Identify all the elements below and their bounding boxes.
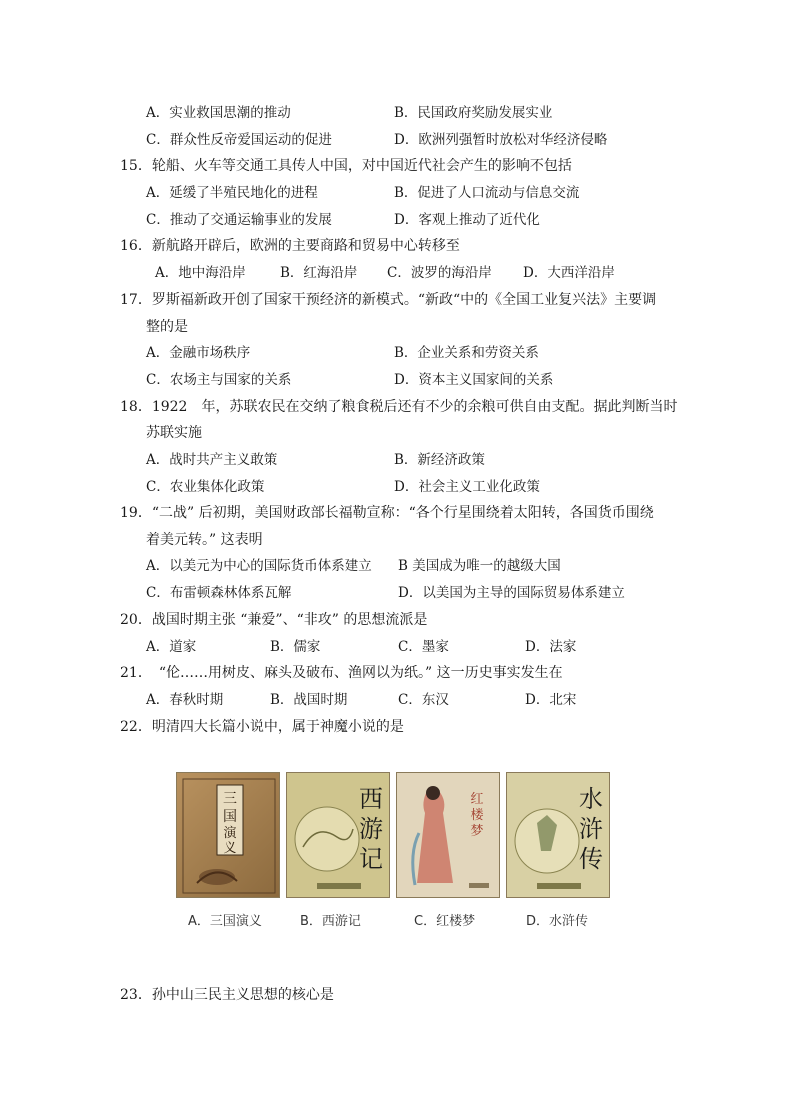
svg-text:水: 水 bbox=[579, 785, 603, 813]
q14-option-d: D．欧洲列强暂时放松对华经济侵略 bbox=[394, 132, 608, 148]
q16-option-c: C．波罗的海沿岸 bbox=[387, 265, 492, 281]
honglou-cover-icon bbox=[396, 772, 500, 898]
svg-text:演: 演 bbox=[223, 826, 237, 841]
q19-stem-line2: 着美元转。” 这表明 bbox=[146, 532, 263, 548]
svg-text:西: 西 bbox=[359, 785, 383, 813]
q16-option-d: D．大西洋沿岸 bbox=[523, 265, 615, 281]
q17-stem-line1: 17．罗斯福新政开创了国家干预经济的新模式。“新政“中的《全国工业复兴法》主要调 bbox=[120, 292, 657, 308]
shuihu-cover-icon bbox=[506, 772, 610, 898]
q20-option-c: C．墨家 bbox=[398, 639, 449, 655]
q19-option-b: B 美国成为唯一的越级大国 bbox=[398, 558, 561, 574]
q15-option-a: A．延缓了半殖民地化的进程 bbox=[146, 185, 318, 201]
book-covers-figure bbox=[176, 768, 612, 938]
xiyou-cover-icon bbox=[286, 772, 390, 898]
cover-caption-b: B．西游记 bbox=[300, 914, 361, 929]
q19-option-c: C．布雷顿森林体系瓦解 bbox=[146, 585, 292, 601]
q23-stem: 23．孙中山三民主义思想的核心是 bbox=[120, 987, 334, 1003]
q19-stem-line1: 19．“二战” 后初期，美国财政部长福勒宣称：“各个行星围绕着太阳转，各国货币围绕 bbox=[120, 505, 654, 521]
q17-option-b: B．企业关系和劳资关系 bbox=[394, 345, 539, 361]
svg-text:传: 传 bbox=[579, 845, 603, 873]
q20-stem: 20．战国时期主张 “兼爱”、“非攻” 的思想流派是 bbox=[120, 612, 428, 628]
q14-option-a: A．实业救国思潮的推动 bbox=[146, 105, 291, 121]
q16-stem: 16．新航路开辟后，欧洲的主要商路和贸易中心转移至 bbox=[120, 238, 460, 254]
svg-text:梦: 梦 bbox=[470, 824, 484, 839]
svg-text:义: 义 bbox=[223, 841, 237, 856]
q21-option-d: D．北宋 bbox=[525, 692, 577, 708]
svg-text:国: 国 bbox=[223, 809, 237, 825]
q14-option-c: C．群众性反帝爱国运动的促进 bbox=[146, 132, 332, 148]
svg-text:三: 三 bbox=[223, 791, 237, 807]
q17-option-d: D．资本主义国家间的关系 bbox=[394, 372, 554, 388]
q19-option-d: D．以美国为主导的国际贸易体系建立 bbox=[398, 585, 625, 601]
q21-option-a: A．春秋时期 bbox=[146, 692, 224, 708]
svg-text:记: 记 bbox=[359, 845, 383, 873]
q17-option-a: A．金融市场秩序 bbox=[146, 345, 251, 361]
q18-option-d: D．社会主义工业化政策 bbox=[394, 479, 540, 495]
q20-option-b: B．儒家 bbox=[270, 639, 321, 655]
q19-option-a: A．以美元为中心的国际货币体系建立 bbox=[146, 558, 372, 574]
q21-option-c: C．东汉 bbox=[398, 692, 449, 708]
q18-stem-line1: 18．1922 年，苏联农民在交纳了粮食税后还有不少的余粮可供自由支配。据此判断当时 bbox=[120, 399, 678, 415]
q20-option-a: A．道家 bbox=[146, 639, 197, 655]
cover-caption-c: C．红楼梦 bbox=[414, 914, 476, 929]
q22-stem: 22．明清四大长篇小说中，属于神魔小说的是 bbox=[120, 719, 404, 735]
q16-option-b: B．红海沿岸 bbox=[280, 265, 358, 281]
q18-option-c: C．农业集体化政策 bbox=[146, 479, 265, 495]
q20-option-d: D．法家 bbox=[525, 639, 577, 655]
q21-option-b: B．战国时期 bbox=[270, 692, 348, 708]
q15-option-c: C．推动了交通运输事业的发展 bbox=[146, 212, 332, 228]
svg-text:游: 游 bbox=[359, 815, 383, 843]
cover-caption-d: D．水浒传 bbox=[526, 914, 589, 929]
q16-option-a: A．地中海沿岸 bbox=[155, 265, 246, 281]
q15-stem: 15．轮船、火车等交通工具传人中国，对中国近代社会产生的影响不包括 bbox=[120, 158, 572, 174]
q15-option-d: D．客观上推动了近代化 bbox=[394, 212, 540, 228]
q18-option-a: A．战时共产主义敢策 bbox=[146, 452, 278, 468]
cover-caption-a: A．三国演义 bbox=[188, 914, 262, 929]
q14-option-b: B．民国政府奖励发展实业 bbox=[394, 105, 553, 121]
sanguo-cover-icon bbox=[176, 772, 280, 898]
q21-stem: 21． “伦……用树皮、麻头及破布、渔网以为纸。” 这一历史事实发生在 bbox=[120, 665, 563, 681]
q17-option-c: C．农场主与国家的关系 bbox=[146, 372, 292, 388]
q18-stem-line2: 苏联实施 bbox=[146, 425, 202, 441]
q15-option-b: B．促进了人口流动与信息交流 bbox=[394, 185, 580, 201]
q17-stem-line2: 整的是 bbox=[146, 319, 188, 335]
svg-text:红: 红 bbox=[470, 792, 484, 807]
svg-text:浒: 浒 bbox=[579, 815, 603, 843]
q18-option-b: B．新经济政策 bbox=[394, 452, 485, 468]
svg-text:楼: 楼 bbox=[470, 808, 484, 823]
